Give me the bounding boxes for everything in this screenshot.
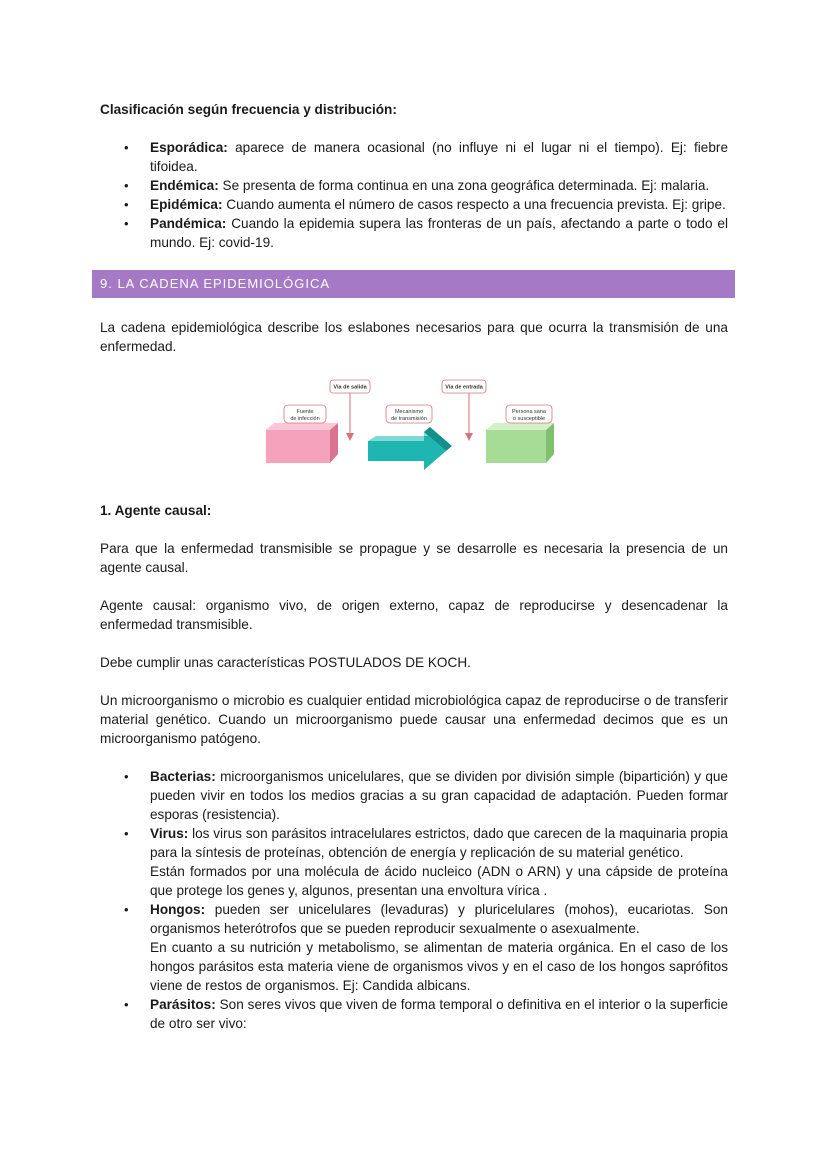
list-item: • Esporádica: aparece de manera ocasional (no influye ni el lugar ni el tiempo). Ej: fiebre tifoidea. bbox=[124, 140, 728, 174]
classification-heading: Clasificación según frecuencia y distribución: bbox=[100, 102, 397, 117]
section-title: 9. LA CADENA EPIDEMIOLÓGICA bbox=[100, 276, 331, 291]
list-item: • Pandémica: Cuando la epidemia supera las fronteras de un país, afectando a parte o todo el mundo. Ej: covid-19. bbox=[124, 216, 728, 250]
source-label-line1: Fuente bbox=[296, 409, 314, 415]
source-block-side bbox=[330, 423, 338, 463]
mechanism-label-line2: de transmisión bbox=[391, 416, 427, 422]
bullet: • bbox=[124, 997, 129, 1012]
list-item: • Endémica: Se presenta de forma continua en una zona geográfica determinada. Ej: malaria. bbox=[124, 178, 710, 193]
person-label-line1: Persona sana bbox=[512, 409, 546, 415]
exit-arrowhead bbox=[346, 433, 354, 441]
list-item: • Virus: los virus son parásitos intracelulares estrictos, dado que carecen de la maquinaria propia para la síntesis de proteínas, obtención de energía y replicación de su material genético. Están formados por una molécula de ácido nucleico (ADN o ARN) y una cápside de proteína que protege los genes y, algunos, presentan una envoltura vírica . bbox=[124, 826, 728, 898]
agent-paragraph-3: Debe cumplir unas características POSTULADOS DE KOCH. bbox=[100, 655, 471, 670]
person-label-line2: o susceptible bbox=[512, 416, 546, 422]
bullet: • bbox=[124, 769, 129, 784]
agent-paragraph-4: Un microorganismo o microbio es cualquier entidad microbiológica capaz de reproducirse o de transferir material genético. Cuando un microorganismo puede causar una enfermedad decimos que es un microorganismo patógeno. bbox=[100, 693, 728, 746]
source-block-top bbox=[266, 423, 338, 430]
mechanism-arrow-top bbox=[368, 427, 430, 441]
mechanism-label-line1: Mecanismo bbox=[394, 409, 424, 415]
section-banner bbox=[92, 270, 735, 298]
bullet: • bbox=[124, 178, 129, 193]
agent-heading: 1. Agente causal: bbox=[100, 503, 212, 518]
person-block bbox=[486, 430, 546, 463]
entry-label: Vía de entrada bbox=[445, 384, 483, 391]
section-intro: La cadena epidemiológica describe los eslabones necesarios para que ocurra la transmisión de una enfermedad. bbox=[100, 320, 728, 354]
bullet: • bbox=[124, 826, 129, 841]
bullet: • bbox=[124, 216, 129, 231]
list-item-extra: En cuanto a su nutrición y metabolismo, se alimentan de materia orgánica. En el caso de los hongos parásitos esta materia viene de organismos vivos y en el caso de los hongos saprófitos viene de restos de organismos. Ej: Candida albicans. bbox=[150, 940, 728, 993]
list-item: • Epidémica: Cuando aumenta el número de casos respecto a una frecuencia prevista. Ej: gripe. bbox=[124, 197, 726, 212]
organisms-list bbox=[100, 767, 728, 1033]
epidemiological-chain-diagram bbox=[260, 375, 560, 480]
classification-list bbox=[100, 138, 728, 252]
list-item: • Parásitos: Son seres vivos que viven de forma temporal o definitiva en el interior o la superficie de otro ser vivo: bbox=[124, 997, 728, 1031]
agent-paragraph-1: Para que la enfermedad transmisible se propague y se desarrolle es necesaria la presencia de un agente causal. bbox=[100, 541, 728, 575]
bullet: • bbox=[124, 140, 129, 155]
bullet: • bbox=[124, 902, 129, 917]
entry-arrowhead bbox=[465, 433, 473, 441]
source-label-line2: de infección bbox=[290, 416, 320, 422]
list-item: • Hongos: pueden ser unicelulares (levaduras) y pluricelulares (mohos), eucariotas. Son organismos heterótrofos que se pueden reproducir sexualmente o asexualmente. En cuanto a su nutrición y metabolismo, se alimentan de materia orgánica. En el caso de los hongos parásitos esta materia viene de organismos vivos y en el caso de los hongos saprófitos viene de restos de organismos. Ej: Candida albicans. bbox=[124, 902, 728, 993]
source-block bbox=[266, 430, 330, 463]
person-block-side bbox=[546, 423, 554, 463]
person-block-top bbox=[486, 423, 554, 430]
exit-label: Vía de salida bbox=[333, 384, 367, 391]
list-item: • Bacterias: microorganismos unicelulares, que se dividen por división simple (bipartición) y que pueden vivir en todos los medios gracias a su gran capacidad de adaptación. Pueden formar esporas (resistencia). bbox=[124, 769, 728, 822]
list-item-extra: Están formados por una molécula de ácido nucleico (ADN o ARN) y una cápside de proteína que protege los genes y, algunos, presentan una envoltura vírica . bbox=[150, 864, 728, 898]
bullet: • bbox=[124, 197, 129, 212]
agent-paragraph-2: Agente causal: organismo vivo, de origen externo, capaz de reproducirse y desencadenar la enfermedad transmisible. bbox=[100, 598, 728, 632]
